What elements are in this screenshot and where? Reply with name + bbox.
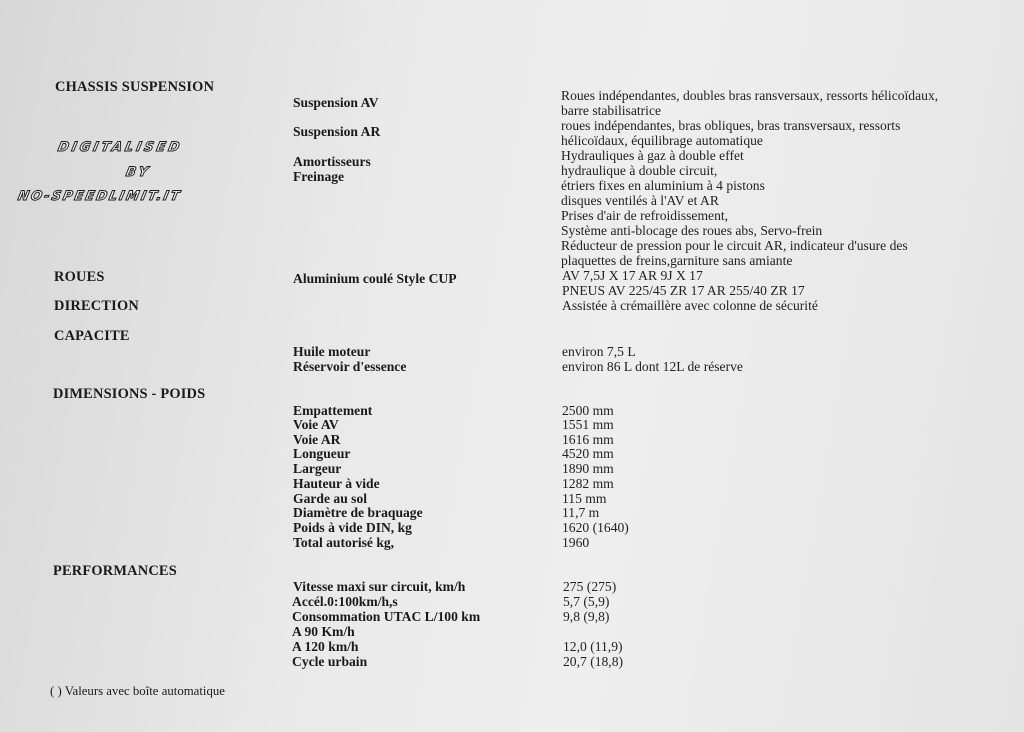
value-roues-1: AV 7,5J X 17 AR 9J X 17: [562, 268, 703, 283]
section-performances: PERFORMANCES: [53, 563, 177, 579]
label-garde: Garde au sol: [293, 491, 368, 506]
label-roues: Aluminium coulé Style CUP: [293, 271, 457, 286]
section-chassis: CHASSIS SUSPENSION: [55, 79, 215, 95]
label-a90: A 90 Km/h: [292, 624, 355, 639]
value-a120: 12,0 (11,9): [563, 639, 623, 654]
label-empattement: Empattement: [293, 403, 373, 418]
section-dimensions: DIMENSIONS - POIDS: [53, 386, 206, 402]
label-accel: Accél.0:100km/h,s: [292, 594, 398, 609]
value-huile: environ 7,5 L: [562, 344, 636, 359]
value-accel: 5,7 (5,9): [563, 594, 610, 609]
value-voie-ar: 1616 mm: [562, 432, 614, 447]
value-hauteur: 1282 mm: [562, 476, 614, 491]
label-vitesse: Vitesse maxi sur circuit, km/h: [293, 579, 466, 594]
watermark-line-2: BY: [124, 165, 153, 180]
value-roues-2: PNEUS AV 225/45 ZR 17 AR 255/40 ZR 17: [562, 283, 805, 298]
value-suspension-av-2: barre stabilisatrice: [561, 103, 662, 118]
label-largeur: Largeur: [293, 461, 342, 476]
section-capacite: CAPACITE: [54, 328, 130, 344]
value-total: 1960: [562, 535, 590, 550]
value-freinage-3: disques ventilés à l'AV et AR: [561, 193, 719, 208]
value-suspension-av-1: Roues indépendantes, doubles bras ransversaux, ressorts hélicoïdaux,: [561, 88, 939, 103]
value-freinage-7: plaquettes de freins,garniture sans amiante: [561, 253, 793, 268]
value-cycle: 20,7 (18,8): [563, 654, 624, 669]
label-a120: A 120 km/h: [292, 639, 359, 654]
label-total: Total autorisé kg,: [293, 535, 395, 550]
value-diametre: 11,7 m: [562, 505, 600, 520]
value-freinage-4: Prises d'air de refroidissement,: [561, 208, 729, 223]
label-hauteur: Hauteur à vide: [293, 476, 380, 491]
footnote: ( ) Valeurs avec boîte automatique: [50, 684, 225, 698]
label-suspension-av: Suspension AV: [293, 95, 379, 110]
value-garde: 115 mm: [562, 491, 607, 506]
label-poids: Poids à vide DIN, kg: [293, 520, 412, 535]
value-freinage-5: Système anti-blocage des roues abs, Servo-frein: [561, 223, 823, 238]
label-longueur: Longueur: [293, 446, 351, 461]
section-direction: DIRECTION: [54, 298, 139, 314]
value-poids: 1620 (1640): [562, 520, 629, 535]
label-reservoir: Réservoir d'essence: [293, 359, 407, 374]
section-roues: ROUES: [54, 269, 105, 285]
value-freinage-2: étriers fixes en aluminium à 4 pistons: [561, 178, 765, 193]
label-freinage: Freinage: [293, 169, 345, 184]
value-suspension-ar-2: hélicoïdaux, équilibrage automatique: [561, 133, 763, 148]
label-voie-ar: Voie AR: [293, 432, 341, 447]
watermark-line-1: DIGITALISED: [56, 140, 184, 155]
label-cycle: Cycle urbain: [292, 654, 368, 669]
value-conso: 9,8 (9,8): [563, 609, 610, 624]
label-suspension-ar: Suspension AR: [293, 124, 381, 139]
value-direction: Assistée à crémaillère avec colonne de sécurité: [562, 298, 818, 313]
value-largeur: 1890 mm: [562, 461, 614, 476]
value-freinage-1: hydraulique à double circuit,: [561, 163, 718, 178]
value-vitesse: 275 (275): [563, 579, 617, 594]
label-huile: Huile moteur: [293, 344, 371, 359]
label-conso: Consommation UTAC L/100 km: [292, 609, 481, 624]
watermark-line-3: NO-SPEEDLIMIT.IT: [16, 189, 183, 204]
value-longueur: 4520 mm: [562, 446, 614, 461]
label-amortisseurs: Amortisseurs: [293, 154, 371, 169]
value-freinage-6: Réducteur de pression pour le circuit AR, indicateur d'usure des: [561, 238, 908, 253]
value-reservoir: environ 86 L dont 12L de réserve: [562, 359, 743, 374]
value-suspension-ar-1: roues indépendantes, bras obliques, bras transversaux, ressorts: [561, 118, 901, 133]
value-empattement: 2500 mm: [562, 403, 614, 418]
value-amortisseurs: Hydrauliques à gaz à double effet: [561, 148, 744, 163]
value-voie-av: 1551 mm: [562, 417, 614, 432]
label-diametre: Diamètre de braquage: [293, 505, 423, 520]
label-voie-av: Voie AV: [293, 417, 339, 432]
